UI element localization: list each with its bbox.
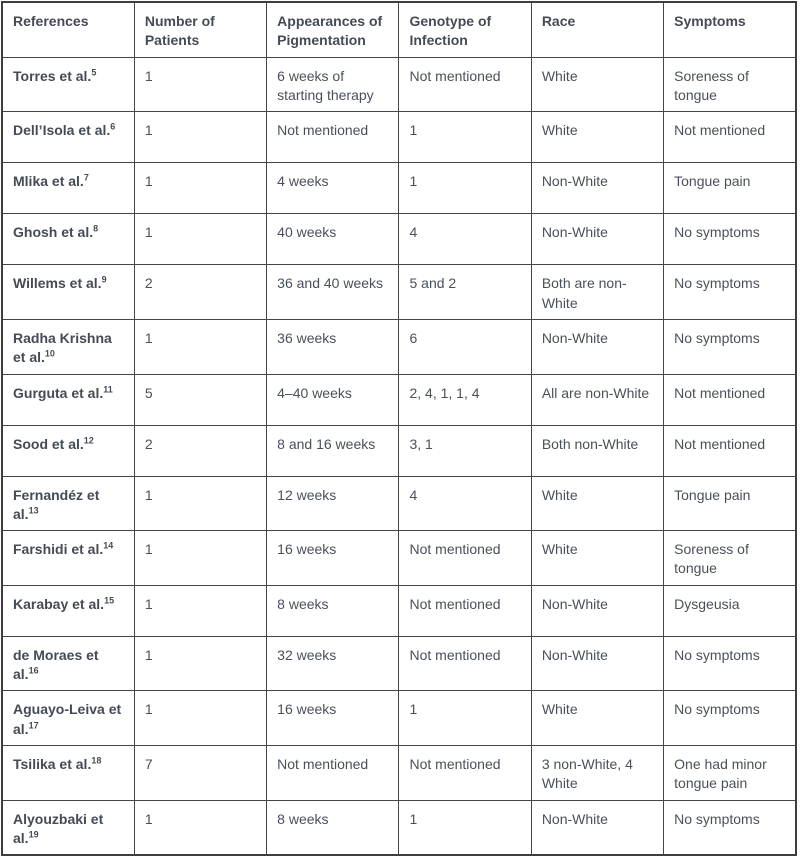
cell-symptoms: Tongue pain xyxy=(664,476,796,531)
cell-race: White xyxy=(531,112,663,163)
cell-symptoms: Not mentioned xyxy=(664,374,796,425)
reference-text: Aguayo-Leiva et al. xyxy=(13,701,122,737)
cell-appearances-of-pigmentation: 36 and 40 weeks xyxy=(267,265,399,320)
table-row xyxy=(2,57,796,112)
cell-genotype-of-infection: 5 and 2 xyxy=(399,265,531,320)
cell-number-of-patients: 1 xyxy=(134,319,266,374)
cell-number-of-patients: 1 xyxy=(134,800,266,855)
cell-appearances-of-pigmentation: Not mentioned xyxy=(267,112,399,163)
cell-reference xyxy=(2,476,134,531)
citation-superscript: 11 xyxy=(103,383,113,394)
col-header-references: References xyxy=(2,2,134,57)
cell-reference xyxy=(2,57,134,112)
table-row xyxy=(2,585,796,636)
cell-reference xyxy=(2,112,134,163)
table-row xyxy=(2,746,796,801)
cell-appearances-of-pigmentation: 4 weeks xyxy=(267,163,399,214)
cell-symptoms: No symptoms xyxy=(664,214,796,265)
cell-symptoms: Not mentioned xyxy=(664,425,796,476)
cell-appearances-of-pigmentation: 8 weeks xyxy=(267,800,399,855)
cell-symptoms: No symptoms xyxy=(664,691,796,746)
cell-symptoms: One had minor tongue pain xyxy=(664,746,796,801)
cell-symptoms: No symptoms xyxy=(664,265,796,320)
cell-symptoms: No symptoms xyxy=(664,319,796,374)
table-row xyxy=(2,800,796,855)
reference-text: Dell’Isola et al. xyxy=(13,122,111,139)
citation-superscript: 9 xyxy=(101,274,107,285)
col-header-genotype-of-infection: Genotype of Infection xyxy=(399,2,531,57)
table-row xyxy=(2,163,796,214)
case-reports-table xyxy=(1,1,797,856)
cell-number-of-patients: 1 xyxy=(134,691,266,746)
cell-genotype-of-infection: 3, 1 xyxy=(399,425,531,476)
reference-text: Farshidi et al. xyxy=(13,541,104,558)
col-header-race: Race xyxy=(531,2,663,57)
cell-race: Both are non-White xyxy=(531,265,663,320)
cell-reference xyxy=(2,746,134,801)
cell-number-of-patients: 5 xyxy=(134,374,266,425)
table-header xyxy=(2,2,796,57)
cell-genotype-of-infection: Not mentioned xyxy=(399,531,531,586)
cell-appearances-of-pigmentation: 12 weeks xyxy=(267,476,399,531)
cell-reference xyxy=(2,531,134,586)
cell-appearances-of-pigmentation: 32 weeks xyxy=(267,636,399,691)
cell-appearances-of-pigmentation: 16 weeks xyxy=(267,531,399,586)
cell-symptoms: Soreness of tongue xyxy=(664,57,796,112)
cell-race: Non-White xyxy=(531,214,663,265)
table-row xyxy=(2,319,796,374)
cell-race: 3 non-White, 4 White xyxy=(531,746,663,801)
citation-superscript: 7 xyxy=(83,172,89,183)
citation-superscript: 6 xyxy=(110,121,116,132)
cell-genotype-of-infection: Not mentioned xyxy=(399,746,531,801)
cell-genotype-of-infection: Not mentioned xyxy=(399,57,531,112)
cell-appearances-of-pigmentation: 6 weeks of starting therapy xyxy=(267,57,399,112)
cell-genotype-of-infection: 2, 4, 1, 1, 4 xyxy=(399,374,531,425)
cell-genotype-of-infection: 1 xyxy=(399,691,531,746)
cell-reference xyxy=(2,214,134,265)
citation-superscript: 13 xyxy=(28,505,39,516)
cell-number-of-patients: 1 xyxy=(134,112,266,163)
reference-text: Ghosh et al. xyxy=(13,224,94,241)
cell-genotype-of-infection: 1 xyxy=(399,800,531,855)
cell-race: White xyxy=(531,476,663,531)
reference-text: Radha Krishna et al. xyxy=(13,329,112,366)
cell-race: White xyxy=(531,531,663,586)
col-header-symptoms: Symptoms xyxy=(664,2,796,57)
citation-superscript: 18 xyxy=(91,755,102,766)
col-header-appearances-of-pigmentation: Appearances of Pigmentation xyxy=(267,2,399,57)
cell-genotype-of-infection: 4 xyxy=(399,214,531,265)
header-row xyxy=(2,2,796,57)
cell-race: Non-White xyxy=(531,585,663,636)
cell-number-of-patients: 1 xyxy=(134,57,266,112)
reference-text: Fernandéz et al. xyxy=(13,486,100,522)
cell-number-of-patients: 7 xyxy=(134,746,266,801)
cell-race: White xyxy=(531,57,663,112)
cell-symptoms: No symptoms xyxy=(664,636,796,691)
table-row xyxy=(2,425,796,476)
cell-genotype-of-infection: 1 xyxy=(399,163,531,214)
cell-number-of-patients: 1 xyxy=(134,585,266,636)
cell-reference xyxy=(2,319,134,374)
cell-symptoms: Dysgeusia xyxy=(664,585,796,636)
citation-superscript: 10 xyxy=(44,348,55,359)
cell-genotype-of-infection: Not mentioned xyxy=(399,585,531,636)
cell-reference xyxy=(2,800,134,855)
table-body xyxy=(2,57,796,855)
reference-text: Tsilika et al. xyxy=(13,756,92,772)
citation-superscript: 19 xyxy=(28,829,39,840)
reference-text: Mlika et al. xyxy=(13,173,84,190)
cell-reference xyxy=(2,585,134,636)
cell-symptoms: Soreness of tongue xyxy=(664,531,796,586)
table-row xyxy=(2,112,796,163)
citation-superscript: 5 xyxy=(91,66,97,77)
table-row xyxy=(2,476,796,531)
table-row xyxy=(2,374,796,425)
cell-number-of-patients: 1 xyxy=(134,214,266,265)
cell-reference xyxy=(2,691,134,746)
cell-appearances-of-pigmentation: 4–40 weeks xyxy=(267,374,399,425)
cell-appearances-of-pigmentation: 40 weeks xyxy=(267,214,399,265)
cell-race: Both non-White xyxy=(531,425,663,476)
reference-text: de Moraes et al. xyxy=(13,646,99,683)
cell-race: Non-White xyxy=(531,163,663,214)
reference-text: Torres et al. xyxy=(13,67,92,84)
table-row xyxy=(2,636,796,691)
cell-appearances-of-pigmentation: Not mentioned xyxy=(267,746,399,801)
cell-appearances-of-pigmentation: 8 and 16 weeks xyxy=(267,425,399,476)
cell-symptoms: No symptoms xyxy=(664,800,796,855)
cell-number-of-patients: 1 xyxy=(134,636,266,691)
cell-race: Non-White xyxy=(531,319,663,374)
cell-genotype-of-infection: Not mentioned xyxy=(399,636,531,691)
cell-genotype-of-infection: 4 xyxy=(399,476,531,531)
reference-text: Karabay et al. xyxy=(13,595,105,612)
col-header-number-of-patients: Number of Patients xyxy=(134,2,266,57)
cell-race: Non-White xyxy=(531,636,663,691)
cell-reference xyxy=(2,265,134,320)
cell-genotype-of-infection: 1 xyxy=(399,112,531,163)
cell-number-of-patients: 1 xyxy=(134,476,266,531)
cell-number-of-patients: 1 xyxy=(134,531,266,586)
reference-text: Sood et al. xyxy=(13,435,84,452)
cell-appearances-of-pigmentation: 16 weeks xyxy=(267,691,399,746)
cell-reference xyxy=(2,374,134,425)
reference-text: Alyouzbaki et al. xyxy=(13,810,104,846)
cell-number-of-patients: 1 xyxy=(134,163,266,214)
table-row xyxy=(2,691,796,746)
cell-number-of-patients: 2 xyxy=(134,265,266,320)
cell-race: All are non-White xyxy=(531,374,663,425)
table-row xyxy=(2,531,796,586)
citation-superscript: 14 xyxy=(103,540,114,551)
citation-superscript: 12 xyxy=(83,434,94,445)
cell-race: Non-White xyxy=(531,800,663,855)
cell-race: White xyxy=(531,691,663,746)
table-row xyxy=(2,265,796,320)
cell-number-of-patients: 2 xyxy=(134,425,266,476)
cell-appearances-of-pigmentation: 8 weeks xyxy=(267,585,399,636)
reference-text: Gurguta et al. xyxy=(13,384,104,401)
citation-superscript: 17 xyxy=(28,720,39,731)
table-row xyxy=(2,214,796,265)
cell-symptoms: Tongue pain xyxy=(664,163,796,214)
cell-reference xyxy=(2,425,134,476)
cell-reference xyxy=(2,163,134,214)
cell-reference xyxy=(2,636,134,691)
cell-genotype-of-infection: 6 xyxy=(399,319,531,374)
citation-superscript: 15 xyxy=(104,595,115,606)
cell-symptoms: Not mentioned xyxy=(664,112,796,163)
citation-superscript: 16 xyxy=(28,665,39,676)
reference-text: Willems et al. xyxy=(13,275,102,292)
cell-appearances-of-pigmentation: 36 weeks xyxy=(267,319,399,374)
citation-superscript: 8 xyxy=(93,223,99,234)
